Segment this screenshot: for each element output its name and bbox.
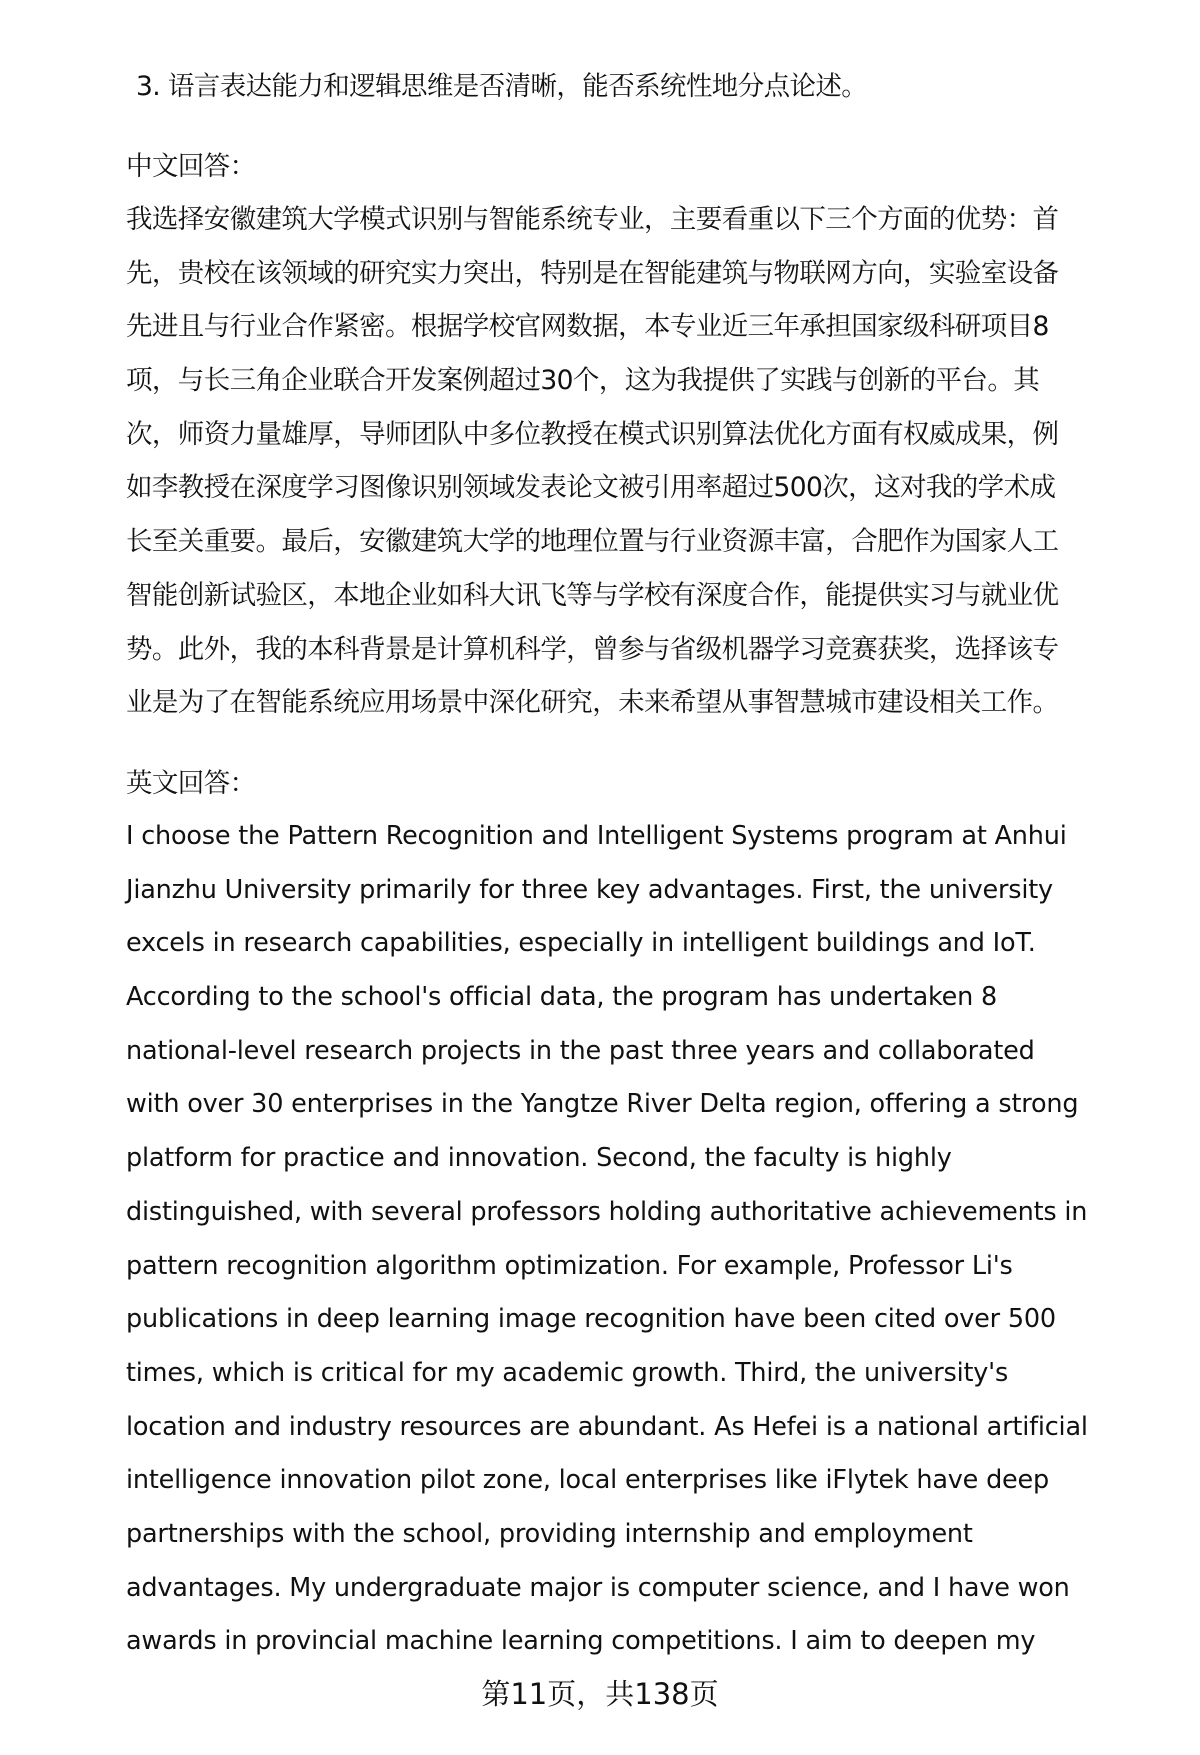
text-line: partnerships with the school, providing internship and employment bbox=[126, 1518, 973, 1549]
text-line: 次，师资力量雄厚，导师团队中多位教授在模式识别算法优化方面有权威成果，例 bbox=[126, 418, 1059, 450]
text-line: According to the school's official data, the program has undertaken 8 bbox=[126, 982, 998, 1013]
english-answer-heading: 英文回答： bbox=[126, 768, 256, 799]
page-indicator: 第11页，共138页 bbox=[481, 1677, 719, 1711]
text-line: platform for practice and innovation. Second, the faculty is highly bbox=[126, 1143, 952, 1174]
text-line: I choose the Pattern Recognition and Intelligent Systems program at Anhui bbox=[126, 821, 1067, 851]
question-item-3: 3. 语言表达能力和逻辑思维是否清晰，能否系统性地分点论述。 bbox=[136, 71, 868, 102]
text-line: distinguished, with several professors holding authoritative achievements in bbox=[126, 1196, 1088, 1227]
text-line: national-level research projects in the past three years and collaborated bbox=[126, 1035, 1035, 1066]
text-line: 势。此外，我的本科背景是计算机科学，曾参与省级机器学习竞赛获奖，选择该专 bbox=[126, 633, 1059, 665]
text-line: 先进且与行业合作紧密。根据学校官网数据，本专业近三年承担国家级科研项目8 bbox=[126, 311, 1049, 343]
text-line: excels in research capabilities, especially in intelligent buildings and IoT. bbox=[126, 928, 1036, 959]
text-line: with over 30 enterprises in the Yangtze River Delta region, offering a strong bbox=[126, 1089, 1079, 1120]
text-line: 我选择安徽建筑大学模式识别与智能系统专业，主要看重以下三个方面的优势：首 bbox=[126, 204, 1059, 235]
text-line: 先，贵校在该领域的研究实力突出，特别是在智能建筑与物联网方向，实验室设备 bbox=[126, 257, 1059, 289]
english-answer-body bbox=[126, 810, 1106, 1669]
chinese-answer-body bbox=[126, 193, 1106, 730]
text-line: location and industry resources are abundant. As Hefei is a national artificial bbox=[126, 1411, 1088, 1442]
text-line: 长至关重要。最后，安徽建筑大学的地理位置与行业资源丰富，合肥作为国家人工 bbox=[126, 526, 1059, 558]
text-line: intelligence innovation pilot zone, local enterprises like iFlytek have deep bbox=[126, 1465, 1050, 1496]
text-line: 如李教授在深度学习图像识别领域发表论文被引用率超过500次，这对我的学术成 bbox=[126, 472, 1056, 504]
text-line: publications in deep learning image recognition have been cited over 500 bbox=[126, 1304, 1056, 1335]
text-line: advantages. My undergraduate major is computer science, and I have won bbox=[126, 1572, 1070, 1603]
text-line: awards in provincial machine learning competitions. I aim to deepen my bbox=[126, 1626, 1036, 1657]
text-line: 项，与长三角企业联合开发案例超过30个，这为我提供了实践与创新的平台。其 bbox=[126, 365, 1040, 397]
text-line: 业是为了在智能系统应用场景中深化研究，未来希望从事智慧城市建设相关工作。 bbox=[126, 687, 1059, 719]
text-line: pattern recognition algorithm optimization. For example, Professor Li's bbox=[126, 1250, 1013, 1281]
text-line: 智能创新试验区，本地企业如科大讯飞等与学校有深度合作，能提供实习与就业优 bbox=[126, 579, 1059, 611]
chinese-answer-heading: 中文回答： bbox=[126, 151, 256, 182]
text-line: Jianzhu University primarily for three key advantages. First, the university bbox=[126, 874, 1053, 905]
text-line: times, which is critical for my academic growth. Third, the university's bbox=[126, 1357, 1009, 1388]
